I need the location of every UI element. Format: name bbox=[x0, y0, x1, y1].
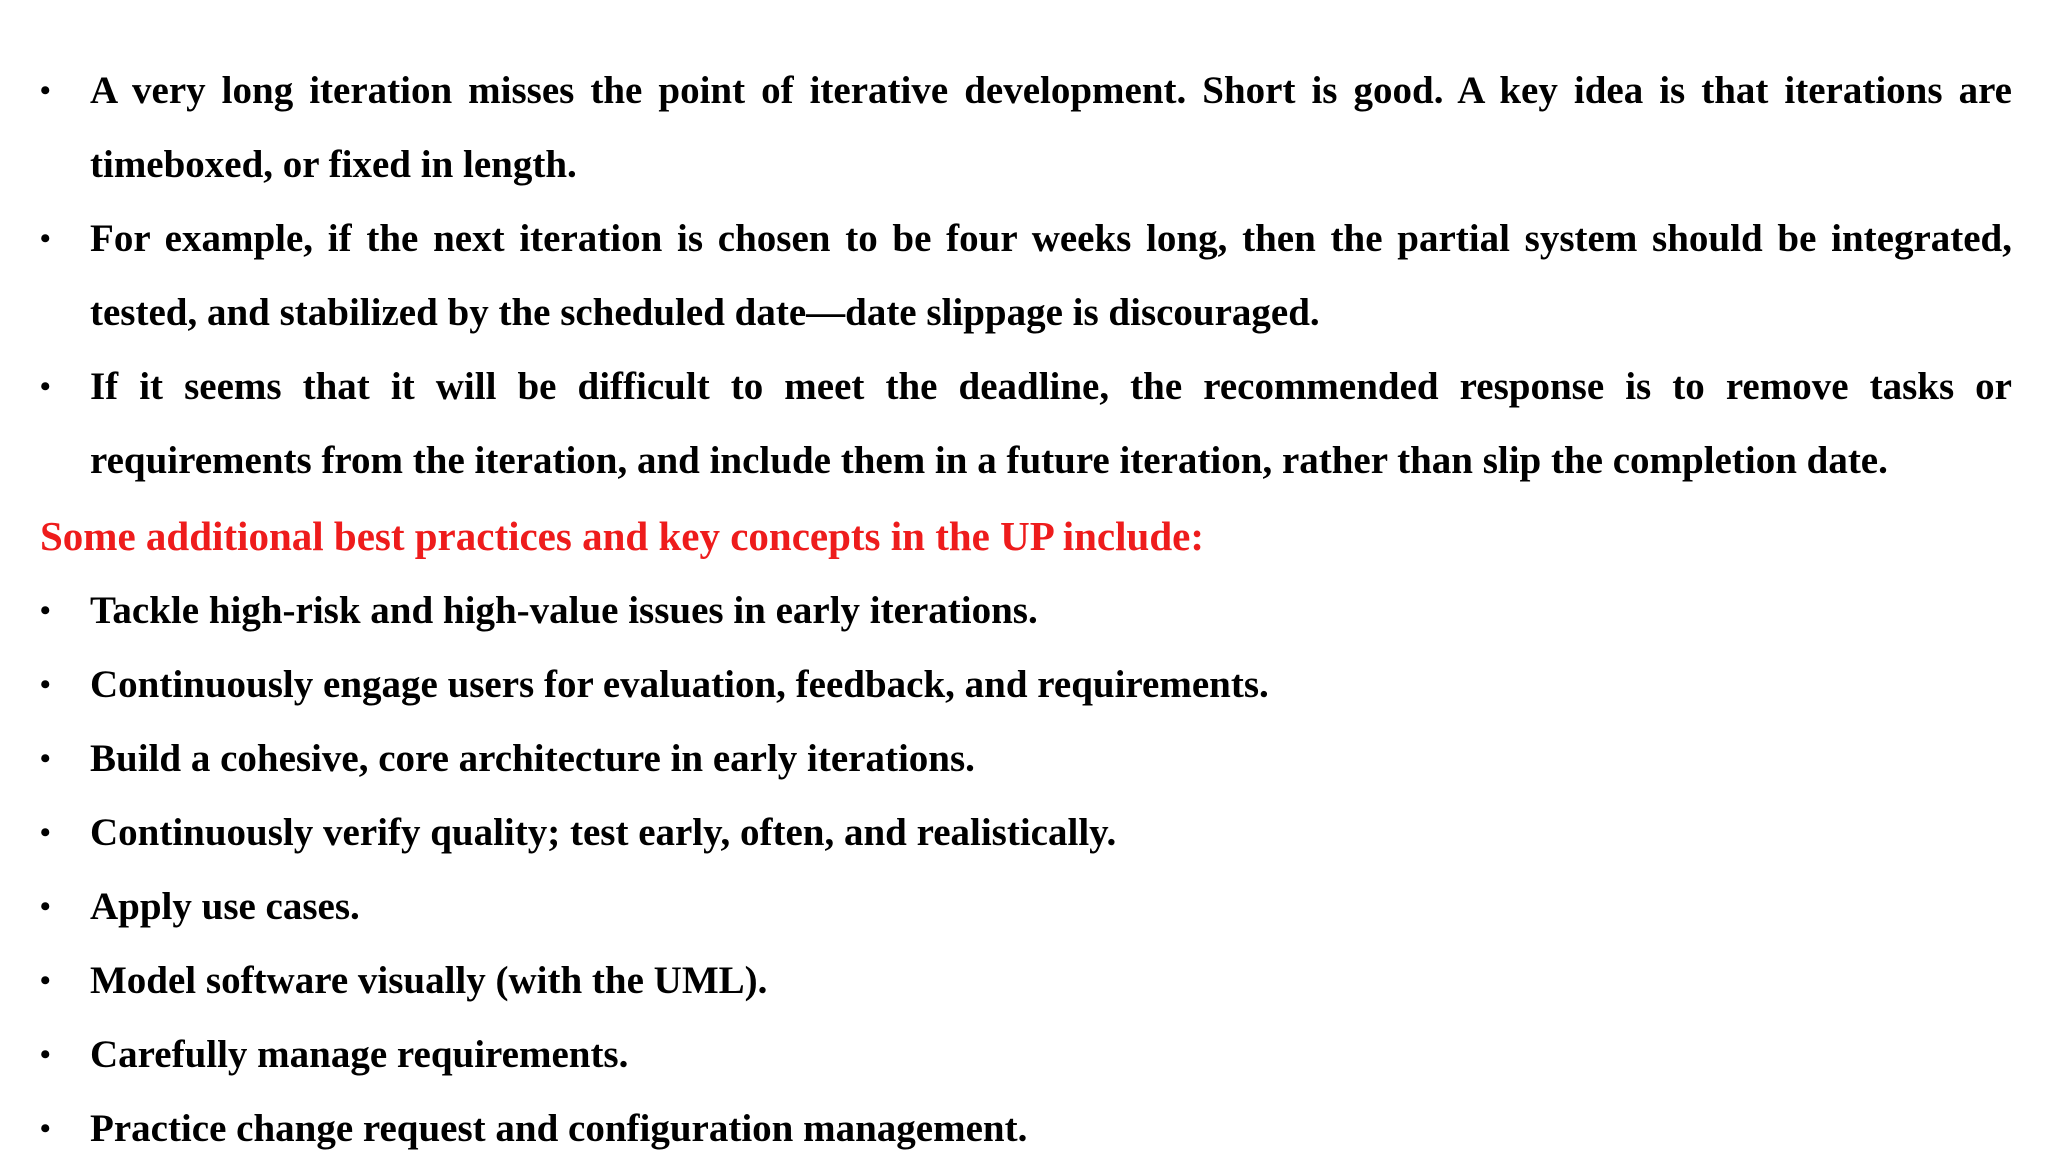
list-item-text: For example, if the next iteration is chosen to be four weeks long, then the partial system should be integrated, tested, and stabilized by the scheduled date—date slippage is discouraged. bbox=[90, 217, 2012, 334]
bullet-icon: • bbox=[40, 668, 51, 701]
bullet-icon: • bbox=[40, 816, 51, 849]
list-item-text: Continuously verify quality; test early, often, and realistically. bbox=[90, 811, 1117, 854]
bullet-icon: • bbox=[40, 74, 51, 107]
bullet-icon: • bbox=[40, 222, 51, 255]
list-item-text: A very long iteration misses the point of iterative development. Short is good. A key idea is that iterations are timeboxed, or fixed in length. bbox=[90, 69, 2012, 186]
top-bullet-list bbox=[40, 54, 2012, 498]
list-item-text: Continuously engage users for evaluation, feedback, and requirements. bbox=[90, 663, 1269, 706]
list-item bbox=[40, 944, 2012, 1018]
bullet-icon: • bbox=[40, 1112, 51, 1145]
list-item bbox=[40, 350, 2012, 498]
list-item-text: Carefully manage requirements. bbox=[90, 1033, 629, 1076]
list-item bbox=[40, 722, 2012, 796]
list-item bbox=[40, 202, 2012, 350]
list-item-text: Model software visually (with the UML). bbox=[90, 959, 768, 1002]
bullet-icon: • bbox=[40, 370, 51, 403]
list-item bbox=[40, 574, 2012, 648]
bullet-icon: • bbox=[40, 890, 51, 923]
list-item bbox=[40, 870, 2012, 944]
list-item-text: Tackle high-risk and high-value issues in early iterations. bbox=[90, 589, 1038, 632]
section-heading: Some additional best practices and key concepts in the UP include: bbox=[40, 513, 1204, 559]
list-item-text: If it seems that it will be difficult to meet the deadline, the recommended response is to remove tasks or requirements from the iteration, and include them in a future iteration, rather than slip the completion date. bbox=[90, 365, 2012, 482]
list-item-text: Build a cohesive, core architecture in early iterations. bbox=[90, 737, 975, 780]
bullet-icon: • bbox=[40, 1038, 51, 1071]
bullet-icon: • bbox=[40, 742, 51, 775]
list-item-text: Practice change request and configuration management. bbox=[90, 1107, 1028, 1150]
list-item bbox=[40, 1092, 2012, 1166]
list-item bbox=[40, 1018, 2012, 1092]
list-item-text: Apply use cases. bbox=[90, 885, 360, 928]
list-item bbox=[40, 796, 2012, 870]
list-item bbox=[40, 648, 2012, 722]
list-item bbox=[40, 54, 2012, 202]
bullet-icon: • bbox=[40, 594, 51, 627]
practices-list bbox=[40, 574, 2012, 1166]
bullet-icon: • bbox=[40, 964, 51, 997]
